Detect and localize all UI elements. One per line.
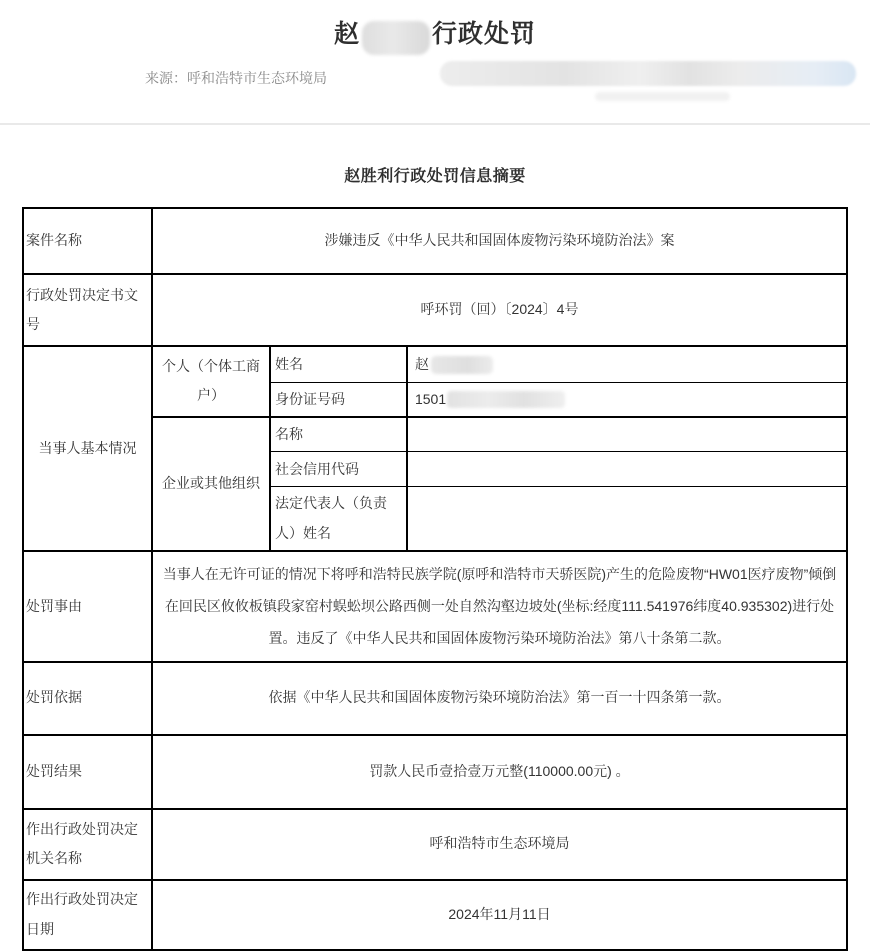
- reason-value: 当事人在无许可证的情况下将呼和浩特民族学院(原呼和浩特市天骄医院)产生的危险废物“HW01医疗废物”倾倒在回民区攸攸板镇段家窑村蜈蚣坝公路西侧一处自然沟壑边坡处(坐标:经度111.541976纬度40.935302)进行处置。违反了《中华人民共和国固体废物污染环境防治法》第八十条第二款。: [152, 551, 847, 662]
- result-value: 罚款人民币壹拾壹万元整(110000.00元) 。: [152, 735, 847, 809]
- redaction-blur-id-number: [447, 391, 565, 408]
- redaction-blur-source-tail: [595, 92, 730, 101]
- reason-label: 处罚事由: [23, 551, 152, 662]
- name-value-visible: 赵: [414, 355, 429, 372]
- party-label: 当事人基本情况: [23, 346, 152, 551]
- source-label: 来源：呼和浩特市生态环境局: [145, 70, 327, 86]
- org-name-value: [407, 417, 847, 452]
- table-row: [23, 662, 847, 735]
- source-row: [0, 52, 870, 110]
- table-row: [23, 809, 847, 880]
- org-name-label: 名称: [270, 417, 407, 452]
- decision-no-value: 呼环罚（回）〔2024〕4号: [152, 274, 847, 346]
- header-divider: [0, 123, 870, 125]
- basis-label: 处罚依据: [23, 662, 152, 735]
- authority-value: 呼和浩特市生态环境局: [152, 809, 847, 880]
- name-label: 姓名: [270, 346, 407, 382]
- credit-code-value: [407, 452, 847, 487]
- table-row: [23, 551, 847, 662]
- legal-rep-value: [407, 487, 847, 551]
- table-row: [23, 735, 847, 809]
- id-number-value: [407, 382, 847, 417]
- individual-label: 个人（个体工商户）: [152, 346, 270, 417]
- id-number-label: 身份证号码: [270, 382, 407, 417]
- basis-value: 依据《中华人民共和国固体废物污染环境防治法》第一百一十四条第一款。: [152, 662, 847, 735]
- case-name-label: 案件名称: [23, 208, 152, 274]
- authority-label: 作出行政处罚决定机关名称: [23, 809, 152, 880]
- summary-table-title: 赵胜利行政处罚信息摘要: [344, 168, 526, 185]
- page-title-suffix: 行政处罚: [432, 20, 537, 48]
- decision-date-value: 2024年11月11日: [152, 880, 847, 950]
- page-title-prefix: 赵: [333, 20, 360, 48]
- table-row: [23, 274, 847, 346]
- table-row: [23, 208, 847, 274]
- decision-no-label: 行政处罚决定书文号: [23, 274, 152, 346]
- legal-rep-label: 法定代表人（负责人）姓名: [270, 487, 407, 551]
- table-row: [23, 346, 847, 382]
- redaction-blur-title: [362, 21, 430, 55]
- organization-label: 企业或其他组织: [152, 417, 270, 551]
- penalty-summary-table: [22, 207, 848, 951]
- table-row: [23, 880, 847, 950]
- decision-date-label: 作出行政处罚决定日期: [23, 880, 152, 950]
- page-title: [0, 0, 870, 52]
- redaction-blur-name: [431, 356, 493, 374]
- case-name-value: 涉嫌违反《中华人民共和国固体废物污染环境防治法》案: [152, 208, 847, 274]
- redaction-blur-source: [440, 61, 856, 86]
- credit-code-label: 社会信用代码: [270, 452, 407, 487]
- id-number-value-visible: 1501: [414, 390, 447, 407]
- name-value: [407, 346, 847, 382]
- result-label: 处罚结果: [23, 735, 152, 809]
